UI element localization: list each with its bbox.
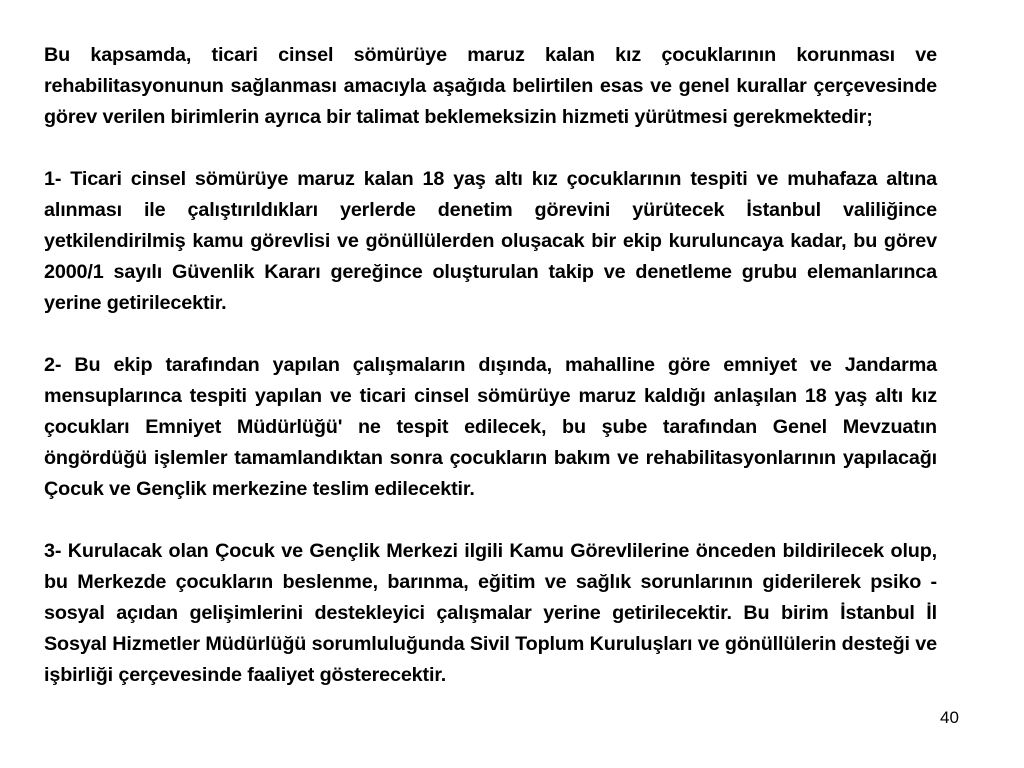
rule-2-paragraph: 2- Bu ekip tarafından yapılan çalışmaların dışında, mahalline göre emniyet ve Jandarma mensuplarınca tespiti yapılan ve ticari cinsel sömürüye maruz kaldığı anlaşılan 18 yaş altı kız çocukları Emniyet Müdürlüğü' ne tespit edilecek, bu şube tarafından Genel Mevzuatın öngördüğü işlemler tamamlandıktan sonra çocukların bakım ve rehabilitasyonlarının yapılacağı Çocuk ve Gençlik merkezine teslim edilecektir. bbox=[44, 354, 937, 500]
page-number: 40 bbox=[940, 708, 959, 727]
intro-paragraph: Bu kapsamda, ticari cinsel sömürüye maruz kalan kız çocuklarının korunması ve rehabilitasyonunun sağlanması amacıyla aşağıda belirtilen esas ve genel kurallar çerçevesinde görev verilen birimlerin ayrıca bir talimat beklemeksizin hizmeti yürütmesi gerekmektedir; bbox=[44, 44, 937, 128]
paragraph-spacer bbox=[44, 133, 937, 164]
rule-1-paragraph: 1- Ticari cinsel sömürüye maruz kalan 18 yaş altı kız çocuklarının tespiti ve muhafaza altına alınması ile çalıştırıldıkları yerlerde denetim görevini yürütecek İstanbul valiliğince yetkilendirilmiş kamu görevlisi ve gönüllülerden oluşacak bir ekip kuruluncaya kadar, bu görev 2000/1 sayılı Güvenlik Kararı gereğince oluşturulan takip ve denetleme grubu elemanlarınca yerine getirilecektir. bbox=[44, 168, 937, 314]
slide-body bbox=[44, 40, 937, 691]
rule-3-paragraph: 3- Kurulacak olan Çocuk ve Gençlik Merkezi ilgili Kamu Görevlilerine önceden bildirilecek olup, bu Merkezde çocukların beslenme, barınma, eğitim ve sağlık sorunlarının giderilerek psiko - sosyal açıdan gelişimlerini destekleyici çalışmalar yerine getirilecektir. Bu birim İstanbul İl Sosyal Hizmetler Müdürlüğü sorumluluğunda Sivil Toplum Kuruluşları ve gönüllülerin desteği ve işbirliği çerçevesinde faaliyet gösterecektir. bbox=[44, 540, 937, 686]
paragraph-spacer bbox=[44, 319, 937, 350]
paragraph-spacer bbox=[44, 505, 937, 536]
